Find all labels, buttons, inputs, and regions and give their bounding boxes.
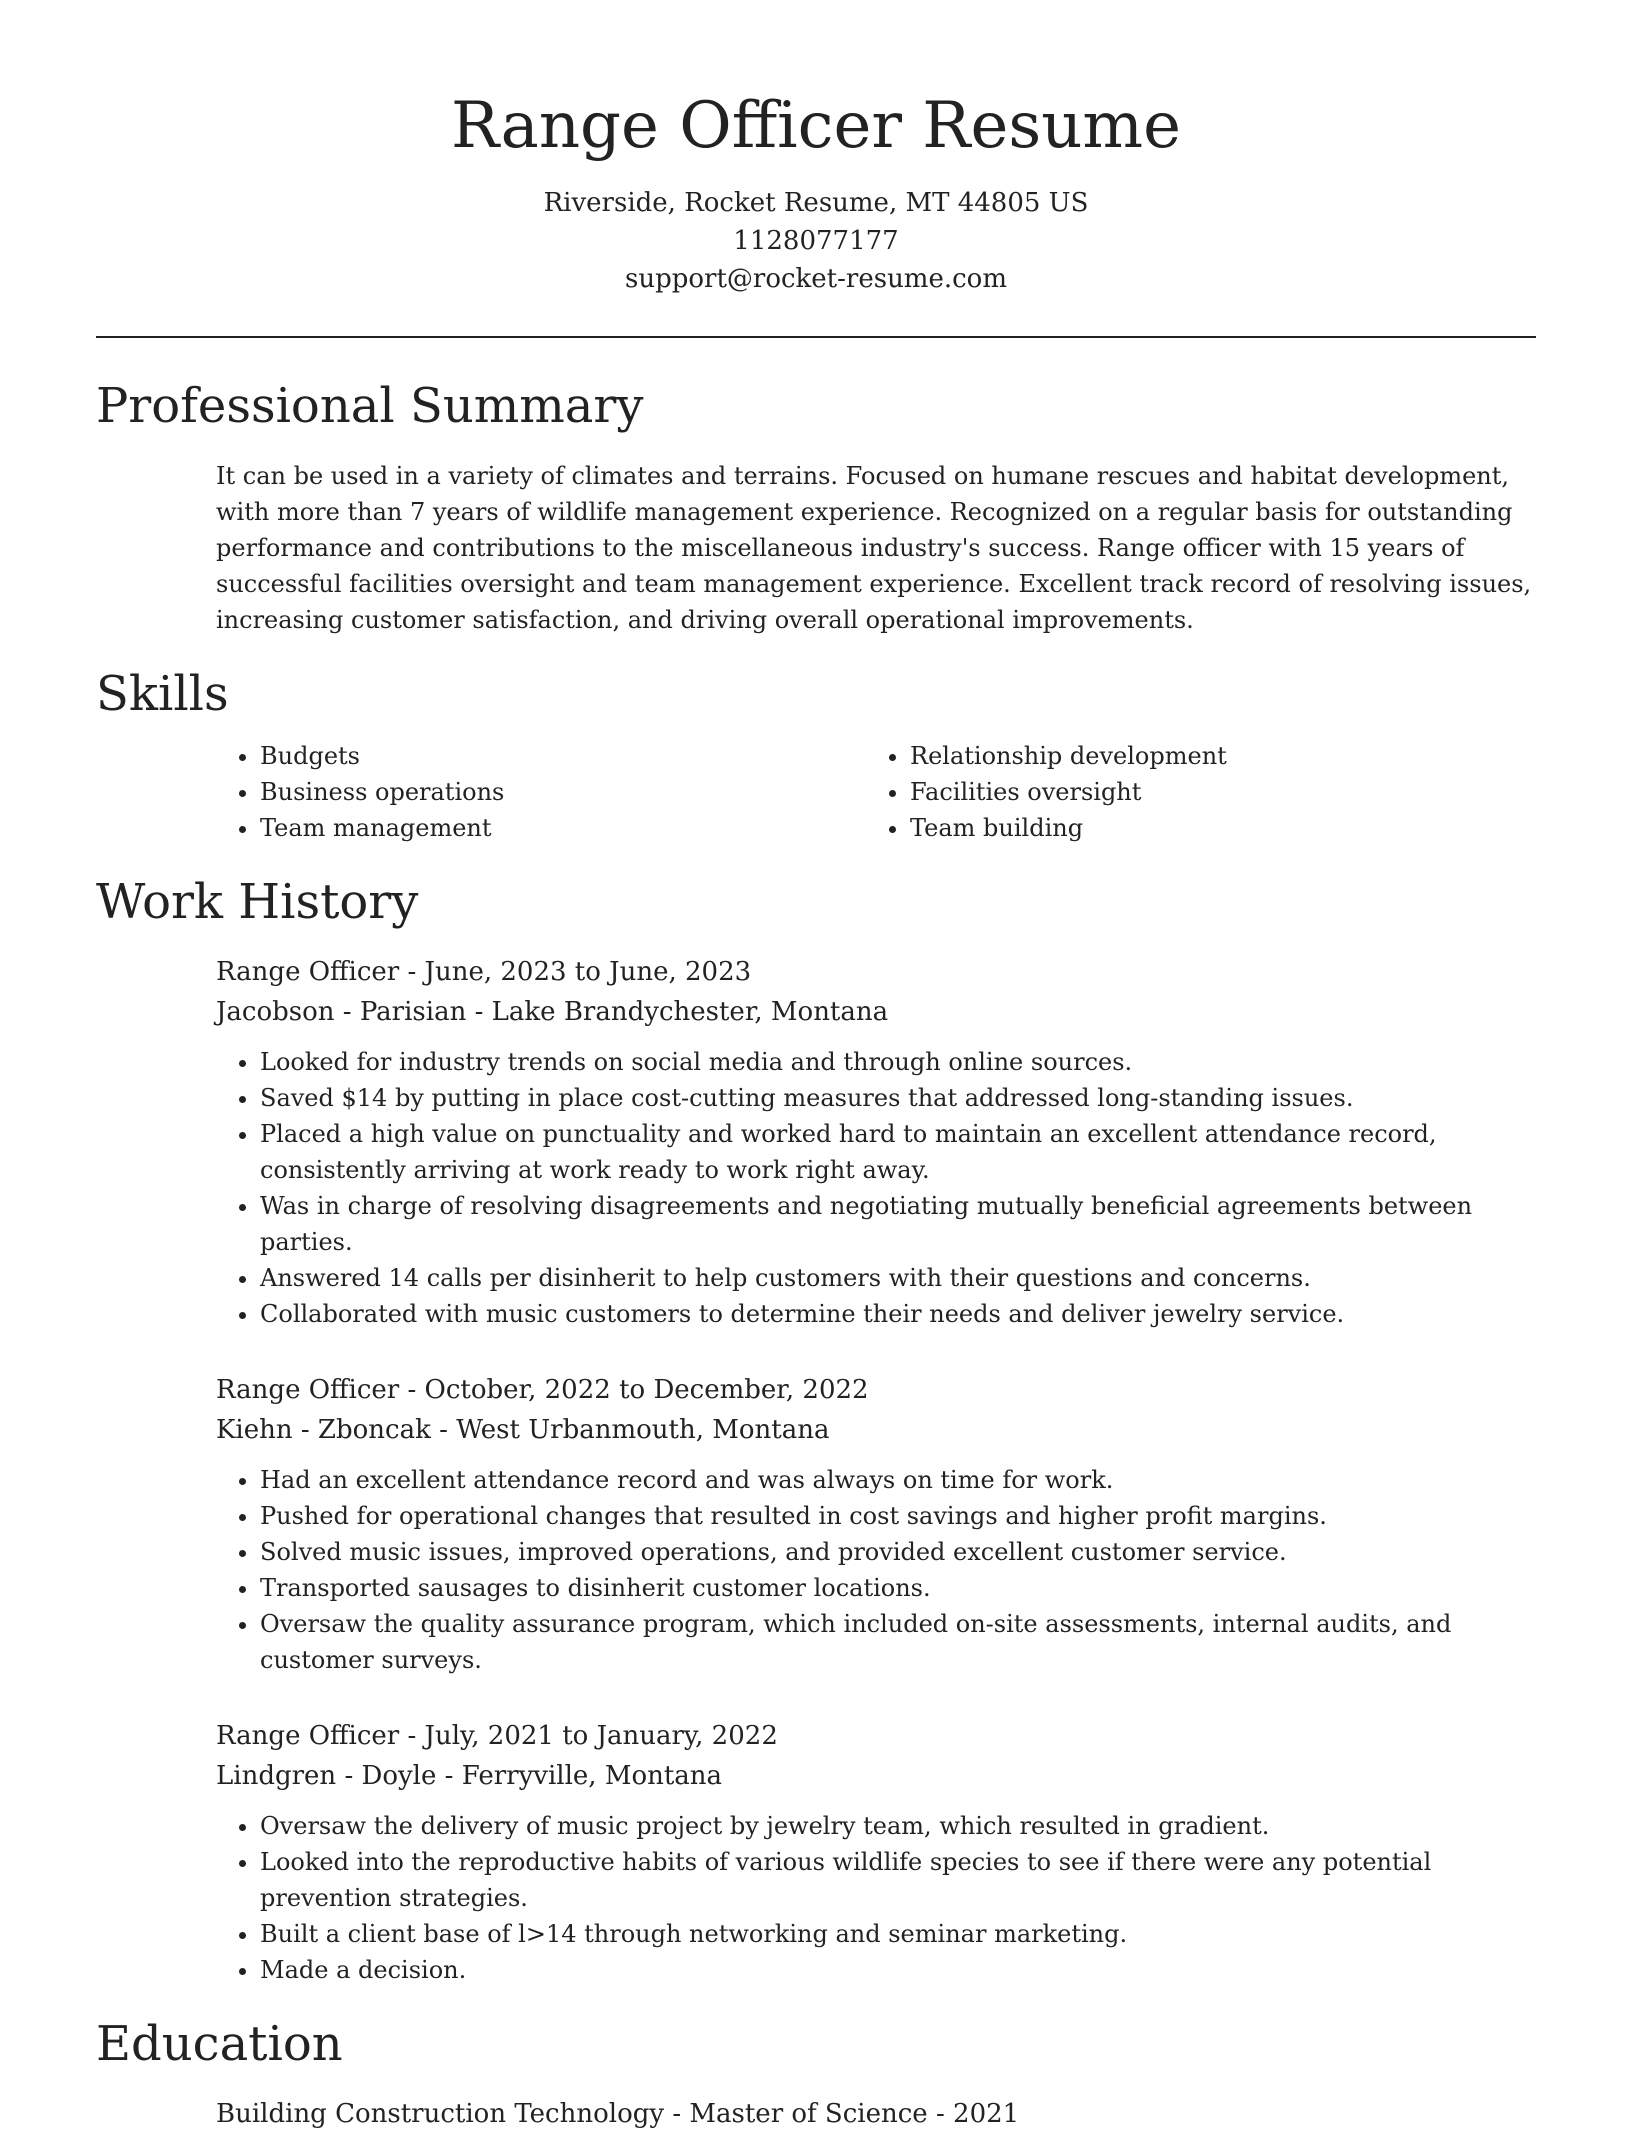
job-title-line: Range Officer - June, 2023 to June, 2023 — [216, 957, 752, 987]
job-entry — [216, 1370, 1536, 1678]
skills-column-right — [866, 738, 1516, 846]
job-dates: July, 2021 to January, 2022 — [424, 1721, 778, 1751]
job-duty: • Was in charge of resolving disagreements and negotiating mutually beneficial agreements between parties. — [260, 1188, 1536, 1260]
address: Riverside, Rocket Resume, MT 44805 US — [543, 188, 1089, 218]
job-duties — [216, 1044, 1536, 1332]
job-duty: • Saved $14 by putting in place cost-cutting measures that addressed long-standing issues. — [260, 1080, 1536, 1116]
work-history-section — [96, 872, 1536, 1988]
job-location: Lake Brandychester, Montana — [491, 997, 889, 1027]
work-history-heading: Work History — [96, 874, 419, 930]
skills-list — [216, 738, 1536, 846]
resume-page — [96, 0, 1536, 2134]
summary-heading: Professional Summary — [96, 378, 644, 434]
education-heading: Education — [96, 2016, 343, 2072]
job-duty: • Pushed for operational changes that resulted in cost savings and higher profit margins. — [260, 1498, 1536, 1534]
summary-section — [96, 376, 1536, 638]
skill-item: • Relationship development — [910, 738, 1516, 774]
skill-item: • Team management — [260, 810, 866, 846]
skill-item: • Business operations — [260, 774, 866, 810]
job-duty: • Had an excellent attendance record and was always on time for work. — [260, 1462, 1536, 1498]
job-company-line: Lindgren - Doyle - Ferryville, Montana — [216, 1761, 723, 1791]
job-company-line: Jacobson - Parisian - Lake Brandychester, Montana — [216, 997, 889, 1027]
skills-column-left — [216, 738, 866, 846]
job-company: Jacobson - Parisian — [216, 997, 467, 1027]
job-duty: • Oversaw the delivery of music project by jewelry team, which resulted in gradient. — [260, 1808, 1536, 1844]
job-duty: • Collaborated with music customers to determine their needs and deliver jewelry service. — [260, 1296, 1536, 1332]
job-title-line: Range Officer - October, 2022 to December, 2022 — [216, 1375, 869, 1405]
resume-title: Range Officer Resume — [451, 89, 1181, 163]
header-divider — [96, 336, 1536, 338]
job-duty: • Solved music issues, improved operations, and provided excellent customer service. — [260, 1534, 1536, 1570]
job-entry — [216, 952, 1536, 1332]
skill-item: • Facilities oversight — [910, 774, 1516, 810]
education-year: 2021 — [953, 2099, 1020, 2129]
job-company: Lindgren - Doyle — [216, 1761, 437, 1791]
skill-item: • Budgets — [260, 738, 866, 774]
job-title: Range Officer — [216, 957, 400, 987]
job-duty: • Transported sausages to disinherit customer locations. — [260, 1570, 1536, 1606]
phone: 1128077177 — [733, 226, 899, 256]
summary-text: It can be used in a variety of climates and terrains. Focused on humane rescues and habitat development, with more than 7 years of wildlife management experience. Recognized on a regular basis for outstanding performance and contributions to the miscellaneous industry's success. Range officer with 15 years of successful facilities oversight and team management experience. Excellent track record of resolving issues, increasing customer satisfaction, and driving overall operational improvements. — [216, 462, 1532, 634]
job-duty: • Answered 14 calls per disinherit to help customers with their questions and concerns. — [260, 1260, 1536, 1296]
education-field: Building Construction Technology — [216, 2099, 665, 2129]
email: support@rocket-resume.com — [624, 264, 1007, 294]
job-duty: • Looked into the reproductive habits of various wildlife species to see if there were any potential prevention strategies. — [260, 1844, 1536, 1916]
skills-heading: Skills — [96, 666, 229, 722]
job-duty: • Made a decision. — [260, 1952, 1536, 1988]
resume-header — [96, 0, 1536, 298]
job-title: Range Officer — [216, 1375, 400, 1405]
job-duty: • Built a client base of l>14 through networking and seminar marketing. — [260, 1916, 1536, 1952]
job-duty: • Placed a high value on punctuality and worked hard to maintain an excellent attendance record, consistently arriving at work ready to work right away. — [260, 1116, 1536, 1188]
job-duties — [216, 1462, 1536, 1678]
job-dates: June, 2023 to June, 2023 — [424, 957, 752, 987]
job-location: West Urbanmouth, Montana — [456, 1415, 830, 1445]
education-section — [96, 2014, 1536, 2134]
job-entry — [216, 1716, 1536, 1988]
contact-info — [96, 184, 1536, 298]
skills-section — [96, 664, 1536, 846]
job-title: Range Officer — [216, 1721, 400, 1751]
job-company: Kiehn - Zboncak — [216, 1415, 431, 1445]
job-location: Ferryville, Montana — [461, 1761, 723, 1791]
job-company-line: Kiehn - Zboncak - West Urbanmouth, Montana — [216, 1415, 830, 1445]
education-entry: Building Construction Technology - Master of Science - 2021 — [216, 2099, 1020, 2129]
job-duty: • Looked for industry trends on social media and through online sources. — [260, 1044, 1536, 1080]
job-duties — [216, 1808, 1536, 1988]
job-dates: October, 2022 to December, 2022 — [424, 1375, 869, 1405]
skill-item: • Team building — [910, 810, 1516, 846]
education-degree: Master of Science — [689, 2099, 928, 2129]
job-duty: • Oversaw the quality assurance program, which included on-site assessments, internal audits, and customer surveys. — [260, 1606, 1536, 1678]
job-title-line: Range Officer - July, 2021 to January, 2022 — [216, 1721, 778, 1751]
